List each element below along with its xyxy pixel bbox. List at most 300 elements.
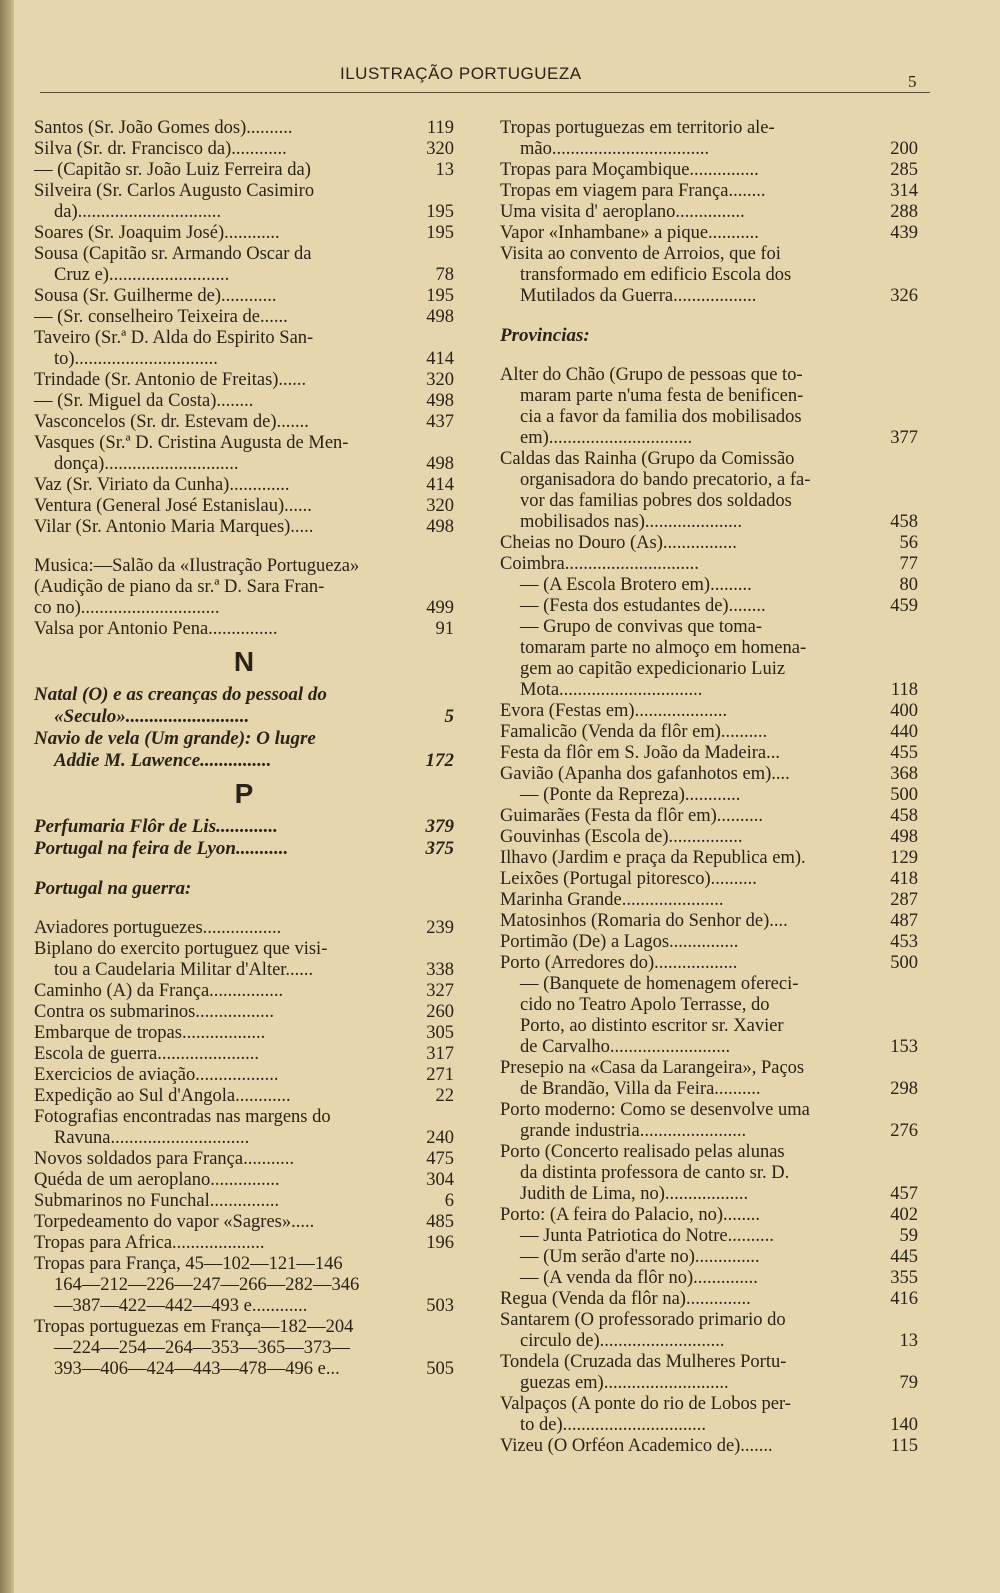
entry-text: Novos soldados para França...........: [34, 1149, 294, 1169]
entry-text: Expedição ao Sul d'Angola............: [34, 1086, 291, 1106]
index-entry: [500, 722, 918, 743]
entry-page-number: 314: [890, 181, 918, 201]
entry-page-number: 320: [426, 139, 454, 159]
entry-text: 393—406—424—443—478—496 e...: [54, 1359, 340, 1379]
index-entry: [500, 1226, 918, 1247]
index-entry: [500, 1121, 918, 1142]
entry-page-number: 355: [890, 1268, 918, 1288]
entry-text: — (A venda da flôr no)..............: [520, 1268, 758, 1288]
entry-text: Caldas das Rainha (Grupo da Comissão: [500, 449, 795, 469]
entry-text: Gavião (Apanha dos gafanhotos em)....: [500, 764, 790, 784]
index-entry: [500, 848, 918, 869]
entry-page-number: 13: [899, 1331, 918, 1351]
left-column: [34, 118, 454, 1380]
entry-text: Exercicios de aviação..................: [34, 1065, 279, 1085]
index-entry: [34, 619, 454, 640]
index-entry: [34, 307, 454, 328]
entry-page-number: 499: [426, 598, 454, 618]
entry-page-number: 368: [890, 764, 918, 784]
index-entry: [34, 1317, 454, 1338]
entry-text: organisadora do bando precatorio, a fa-: [520, 470, 811, 490]
entry-text: Biplano do exercito portuguez que visi-: [34, 939, 328, 959]
index-entry: [500, 1100, 918, 1121]
entry-text: grande industria.......................: [520, 1121, 747, 1141]
entry-page-number: 445: [890, 1247, 918, 1267]
entry-page-number: 437: [426, 412, 454, 432]
entry-text: Submarinos no Funchal...............: [34, 1191, 280, 1211]
entry-page-number: 172: [425, 750, 454, 771]
entry-page-number: 375: [425, 838, 454, 859]
entry-page-number: 439: [890, 223, 918, 243]
entry-text: Caminho (A) da França................: [34, 981, 284, 1001]
index-entry: [34, 496, 454, 517]
entry-page-number: 327: [426, 981, 454, 1001]
entry-text: — (Banquete de homenagem ofereci-: [520, 974, 799, 994]
index-entry: [34, 433, 454, 454]
entry-page-number: 498: [426, 454, 454, 474]
index-entry: [34, 1065, 454, 1086]
entry-page-number: 305: [426, 1023, 454, 1043]
index-entry: [500, 827, 918, 848]
index-entry: [34, 286, 454, 307]
index-entry: [34, 1338, 454, 1359]
entry-page-number: 317: [426, 1044, 454, 1064]
entry-text: maram parte n'uma festa de benificen-: [520, 386, 804, 406]
entry-page-number: 80: [899, 575, 918, 595]
index-entry: [500, 244, 918, 265]
index-entry: [500, 1331, 918, 1352]
entry-text: Escola de guerra......................: [34, 1044, 260, 1064]
index-entry: [500, 139, 918, 160]
section-letter: N: [233, 646, 255, 677]
entry-page-number: 498: [426, 517, 454, 537]
index-entry: [34, 1233, 454, 1254]
page-number: 5: [908, 72, 917, 91]
index-entry: [34, 1212, 454, 1233]
entry-text: (Audição de piano da sr.ª D. Sara Fran-: [34, 577, 325, 597]
entry-text: em)...............................: [520, 428, 693, 448]
entry-text: Ravuna..............................: [54, 1128, 250, 1148]
entry-text: Silveira (Sr. Carlos Augusto Casimiro: [34, 181, 315, 201]
entry-text: Quéda de um aeroplano...............: [34, 1170, 280, 1190]
entry-page-number: 416: [890, 1289, 918, 1309]
index-entry: [34, 1254, 454, 1275]
index-heading: [34, 728, 454, 750]
index-entry: [34, 202, 454, 223]
index-entry: [34, 1023, 454, 1044]
index-entry: [500, 181, 918, 202]
index-entry: [500, 575, 918, 596]
entry-text: to)...............................: [54, 349, 218, 369]
index-entry: [500, 428, 918, 449]
entry-text: Embarque de tropas..................: [34, 1023, 266, 1043]
entry-page-number: 288: [890, 202, 918, 222]
index-entry: [34, 139, 454, 160]
entry-text: Perfumaria Flôr de Lis.............: [34, 816, 278, 837]
index-heading: [34, 684, 454, 706]
spacer: [34, 900, 454, 918]
index-entry: [34, 244, 454, 265]
entry-text: da)...............................: [54, 202, 221, 222]
index-entry: [500, 1142, 918, 1163]
index-entry: [500, 512, 918, 533]
entry-text: Portimão (De) a Lagos...............: [500, 932, 739, 952]
section-letter: P: [234, 778, 254, 809]
entry-page-number: 498: [426, 307, 454, 327]
entry-text: Trindade (Sr. Antonio de Freitas)......: [34, 370, 307, 390]
entry-text: — Junta Patriotica do Notre..........: [520, 1226, 774, 1246]
index-entry: [500, 265, 918, 286]
index-entry: [500, 995, 918, 1016]
index-entry: [500, 1184, 918, 1205]
entry-text: — (Um serão d'arte no)..............: [520, 1247, 760, 1267]
entry-page-number: 6: [444, 1191, 454, 1211]
index-entry: [34, 160, 454, 181]
index-entry: [34, 328, 454, 349]
index-heading: [34, 816, 454, 838]
index-entry: [500, 407, 918, 428]
index-entry: [500, 974, 918, 995]
entry-text: Sousa (Sr. Guilherme de)............: [34, 286, 277, 306]
entry-text: Visita ao convento de Arroios, que foi: [500, 244, 781, 264]
entry-page-number: 304: [426, 1170, 454, 1190]
page-binding-edge: [0, 0, 14, 1593]
entry-text: Vapor «Inhambane» a pique...........: [500, 223, 759, 243]
index-entry: [500, 1394, 918, 1415]
entry-text: Santarem (O professorado primario do: [500, 1310, 786, 1330]
entry-page-number: 78: [435, 265, 454, 285]
index-entry: [34, 265, 454, 286]
entry-text: Taveiro (Sr.ª D. Alda do Espirito San-: [34, 328, 314, 348]
entry-page-number: 271: [426, 1065, 454, 1085]
entry-text: —224—254—264—353—365—373—: [54, 1338, 350, 1358]
entry-text: Porto, ao distinto escritor sr. Xavier: [520, 1016, 784, 1036]
index-entry: [34, 981, 454, 1002]
entry-text: Natal (O) e as creanças do pessoal do: [34, 684, 327, 705]
entry-page-number: 498: [890, 827, 918, 847]
entry-text: Portugal na feira de Lyon...........: [34, 838, 289, 859]
index-entry: [34, 598, 454, 619]
entry-text: Cruz e)..........................: [54, 265, 230, 285]
entry-page-number: 77: [899, 554, 918, 574]
entry-page-number: 377: [890, 428, 918, 448]
index-entry: [34, 223, 454, 244]
entry-text: Festa da flôr em S. João da Madeira...: [500, 743, 780, 763]
entry-page-number: 240: [426, 1128, 454, 1148]
entry-text: Fotografias encontradas nas margens do: [34, 1107, 331, 1127]
entry-text: Sousa (Capitão sr. Armando Oscar da: [34, 244, 312, 264]
entry-text: Vasconcelos (Sr. dr. Estevam de).......: [34, 412, 309, 432]
index-entry: [34, 577, 454, 598]
index-entry: [500, 764, 918, 785]
entry-text: tomaram parte no almoço em homena-: [520, 638, 807, 658]
index-heading: [34, 878, 454, 900]
running-header: ILUSTRAÇÃO PORTUGUEZA: [340, 64, 582, 83]
entry-page-number: 91: [435, 619, 454, 639]
index-entry: [500, 932, 918, 953]
entry-page-number: 260: [426, 1002, 454, 1022]
entry-text: de Carvalho..........................: [520, 1037, 731, 1057]
index-entry: [34, 1170, 454, 1191]
index-entry: [500, 1268, 918, 1289]
entry-text: — (A Escola Brotero em).........: [520, 575, 752, 595]
entry-page-number: 200: [890, 139, 918, 159]
index-entry: [500, 1352, 918, 1373]
entry-text: circulo de)...........................: [520, 1331, 725, 1351]
index-entry: [34, 412, 454, 433]
index-entry: [34, 517, 454, 538]
entry-text: mão..................................: [520, 139, 710, 159]
entry-page-number: 59: [899, 1226, 918, 1246]
entry-page-number: 320: [426, 496, 454, 516]
entry-page-number: 505: [426, 1359, 454, 1379]
entry-text: — (Festa dos estudantes de)........: [520, 596, 766, 616]
entry-text: Tropas portuguezas em França—182—204: [34, 1317, 354, 1337]
entry-page-number: 457: [890, 1184, 918, 1204]
entry-text: Tropas para Africa....................: [34, 1233, 265, 1253]
entry-text: Provincias:: [500, 325, 590, 346]
entry-page-number: 402: [890, 1205, 918, 1225]
entry-text: Evora (Festas em)....................: [500, 701, 728, 721]
index-entry: [500, 1436, 918, 1457]
entry-page-number: 285: [890, 160, 918, 180]
entry-page-number: 414: [426, 349, 454, 369]
spacer: [500, 307, 918, 325]
entry-page-number: 485: [426, 1212, 454, 1232]
entry-text: mobilisados nas).....................: [520, 512, 742, 532]
entry-text: Aviadores portuguezes.................: [34, 918, 282, 938]
entry-page-number: 379: [425, 816, 454, 837]
entry-text: Coimbra.............................: [500, 554, 699, 574]
entry-page-number: 418: [890, 869, 918, 889]
entry-page-number: 326: [890, 286, 918, 306]
entry-page-number: 500: [890, 953, 918, 973]
index-entry: [500, 953, 918, 974]
index-entry: [500, 223, 918, 244]
header-rule: [40, 92, 930, 93]
entry-page-number: 458: [890, 512, 918, 532]
index-entry: [500, 491, 918, 512]
index-heading: [34, 838, 454, 860]
index-entry: [34, 1128, 454, 1149]
entry-text: Navio de vela (Um grande): O lugre: [34, 728, 316, 749]
spacer: [500, 347, 918, 365]
entry-text: tou a Caudelaria Militar d'Alter......: [54, 960, 314, 980]
entry-page-number: 503: [426, 1296, 454, 1316]
entry-text: Tondela (Cruzada das Mulheres Portu-: [500, 1352, 787, 1372]
index-entry: [500, 596, 918, 617]
entry-text: cido no Teatro Apolo Terrasse, do: [520, 995, 770, 1015]
index-entry: [500, 449, 918, 470]
entry-text: de Brandão, Villa da Feira..........: [520, 1079, 761, 1099]
index-entry: [34, 454, 454, 475]
entry-page-number: 195: [426, 202, 454, 222]
index-entry: [500, 1163, 918, 1184]
entry-text: Leixões (Portugal pitoresco)..........: [500, 869, 757, 889]
index-entry: [500, 743, 918, 764]
entry-text: Ilhavo (Jardim e praça da Republica em).: [500, 848, 806, 868]
entry-page-number: 119: [426, 118, 454, 138]
entry-text: Guimarães (Festa da flôr em)..........: [500, 806, 764, 826]
index-entry: [500, 533, 918, 554]
entry-text: Porto: (A feira do Palacio, no)........: [500, 1205, 760, 1225]
entry-text: — (Capitão sr. João Luiz Ferreira da): [34, 160, 311, 180]
index-entry: [500, 806, 918, 827]
index-entry: [34, 1359, 454, 1380]
spacer: [34, 538, 454, 556]
index-entry: [34, 918, 454, 939]
index-entry: [500, 1415, 918, 1436]
entry-text: guezas em)...........................: [520, 1373, 729, 1393]
entry-text: Addie M. Lawence...............: [54, 750, 272, 771]
entry-text: Ventura (General José Estanislau)......: [34, 496, 312, 516]
index-entry: [500, 785, 918, 806]
entry-page-number: 475: [426, 1149, 454, 1169]
entry-page-number: 400: [890, 701, 918, 721]
entry-page-number: 22: [435, 1086, 454, 1106]
entry-page-number: 459: [890, 596, 918, 616]
index-entry: [34, 118, 454, 139]
index-entry: [34, 391, 454, 412]
entry-text: Contra os submarinos.................: [34, 1002, 274, 1022]
index-entry: [500, 1079, 918, 1100]
entry-text: donça).............................: [54, 454, 239, 474]
index-entry: [34, 1107, 454, 1128]
index-entry: [500, 1247, 918, 1268]
index-entry: [34, 939, 454, 960]
entry-text: Santos (Sr. João Gomes dos)..........: [34, 118, 293, 138]
entry-page-number: 195: [426, 286, 454, 306]
index-entry: [500, 869, 918, 890]
entry-text: Tropas para França, 45—102—121—146: [34, 1254, 343, 1274]
entry-page-number: 320: [426, 370, 454, 390]
entry-page-number: 287: [890, 890, 918, 910]
index-heading: [34, 750, 454, 772]
entry-text: Porto (Arredores do)..................: [500, 953, 738, 973]
index-entry: [500, 680, 918, 701]
index-entry: [500, 1289, 918, 1310]
index-entry: [34, 1191, 454, 1212]
index-entry: [34, 1086, 454, 1107]
entry-text: Vilar (Sr. Antonio Maria Marques).....: [34, 517, 314, 537]
index-entry: [34, 349, 454, 370]
entry-text: Matosinhos (Romaria do Senhor de)....: [500, 911, 788, 931]
index-entry: [34, 556, 454, 577]
entry-page-number: 414: [426, 475, 454, 495]
index-entry: [500, 202, 918, 223]
entry-text: Musica:—Salão da «Ilustração Portugueza»: [34, 556, 360, 576]
entry-text: Tropas portuguezas em territorio ale-: [500, 118, 775, 138]
index-entry: [500, 1016, 918, 1037]
entry-text: — Grupo de convivas que toma-: [520, 617, 762, 637]
entry-page-number: 13: [435, 160, 454, 180]
entry-text: Gouvinhas (Escola de)................: [500, 827, 743, 847]
entry-page-number: 338: [426, 960, 454, 980]
index-entry: [34, 1149, 454, 1170]
entry-text: Soares (Sr. Joaquim José)............: [34, 223, 280, 243]
entry-text: —387—422—442—493 e............: [54, 1296, 308, 1316]
entry-text: Presepio na «Casa da Larangeira», Paços: [500, 1058, 805, 1078]
index-entry: [500, 890, 918, 911]
entry-text: Cheias no Douro (As)................: [500, 533, 737, 553]
entry-text: Judith de Lima, no)..................: [520, 1184, 749, 1204]
entry-page-number: 79: [899, 1373, 918, 1393]
entry-page-number: 498: [426, 391, 454, 411]
index-entry: [500, 1205, 918, 1226]
entry-page-number: 196: [426, 1233, 454, 1253]
entry-text: Mutilados da Guerra..................: [520, 286, 757, 306]
entry-page-number: 140: [890, 1415, 918, 1435]
entry-text: 164—212—226—247—266—282—346: [54, 1275, 360, 1295]
entry-text: Valpaços (A ponte do rio de Lobos per-: [500, 1394, 791, 1414]
entry-text: «Seculo»..........................: [54, 706, 250, 727]
index-entry: [34, 475, 454, 496]
entry-text: Alter do Chão (Grupo de pessoas que to-: [500, 365, 803, 385]
entry-page-number: 153: [890, 1037, 918, 1057]
right-column: [500, 118, 918, 1457]
index-entry: [500, 118, 918, 139]
entry-page-number: 115: [890, 1436, 918, 1456]
entry-page-number: 118: [890, 680, 918, 700]
entry-page-number: 5: [444, 706, 454, 727]
index-heading: [500, 325, 918, 347]
entry-text: Portugal na guerra:: [34, 878, 192, 899]
index-entry: [500, 286, 918, 307]
index-entry: [500, 160, 918, 181]
index-entry: [500, 470, 918, 491]
entry-page-number: 276: [890, 1121, 918, 1141]
entry-page-number: 455: [890, 743, 918, 763]
index-entry: [500, 1373, 918, 1394]
entry-page-number: 56: [899, 533, 918, 553]
index-heading: [34, 706, 454, 728]
entry-text: to de)...............................: [520, 1415, 707, 1435]
entry-text: Porto moderno: Como se desenvolve uma: [500, 1100, 810, 1120]
entry-page-number: 298: [890, 1079, 918, 1099]
index-entry: [500, 1310, 918, 1331]
entry-page-number: 487: [890, 911, 918, 931]
entry-text: Mota...............................: [520, 680, 703, 700]
entry-text: — (Sr. conselheiro Teixeira de......: [34, 307, 288, 327]
index-entry: [500, 1058, 918, 1079]
entry-text: Vizeu (O Orféon Academico de).......: [500, 1436, 773, 1456]
entry-text: Tropas em viagem para França........: [500, 181, 766, 201]
entry-text: gem ao capitão expedicionario Luiz: [520, 659, 786, 679]
entry-text: — (Sr. Miguel da Costa)........: [34, 391, 254, 411]
entry-text: Vaz (Sr. Viriato da Cunha).............: [34, 475, 290, 495]
entry-text: da distinta professora de canto sr. D.: [520, 1163, 790, 1183]
index-entry: [500, 365, 918, 386]
entry-text: Valsa por Antonio Pena...............: [34, 619, 278, 639]
entry-text: Uma visita d' aeroplano...............: [500, 202, 745, 222]
entry-text: Torpedeamento do vapor «Sagres».....: [34, 1212, 315, 1232]
index-entry: [500, 659, 918, 680]
entry-text: Vasques (Sr.ª D. Cristina Augusta de Men-: [34, 433, 349, 453]
entry-page-number: 440: [890, 722, 918, 742]
index-entry: [500, 911, 918, 932]
entry-page-number: 453: [890, 932, 918, 952]
entry-page-number: 239: [426, 918, 454, 938]
entry-page-number: 500: [890, 785, 918, 805]
index-entry: [500, 386, 918, 407]
index-entry: [34, 370, 454, 391]
index-entry: [34, 1002, 454, 1023]
index-entry: [34, 181, 454, 202]
entry-text: Famalicão (Venda da flôr em)..........: [500, 722, 768, 742]
index-entry: [34, 960, 454, 981]
entry-text: Silva (Sr. dr. Francisco da)............: [34, 139, 287, 159]
entry-text: Regua (Venda da flôr na)..............: [500, 1289, 751, 1309]
